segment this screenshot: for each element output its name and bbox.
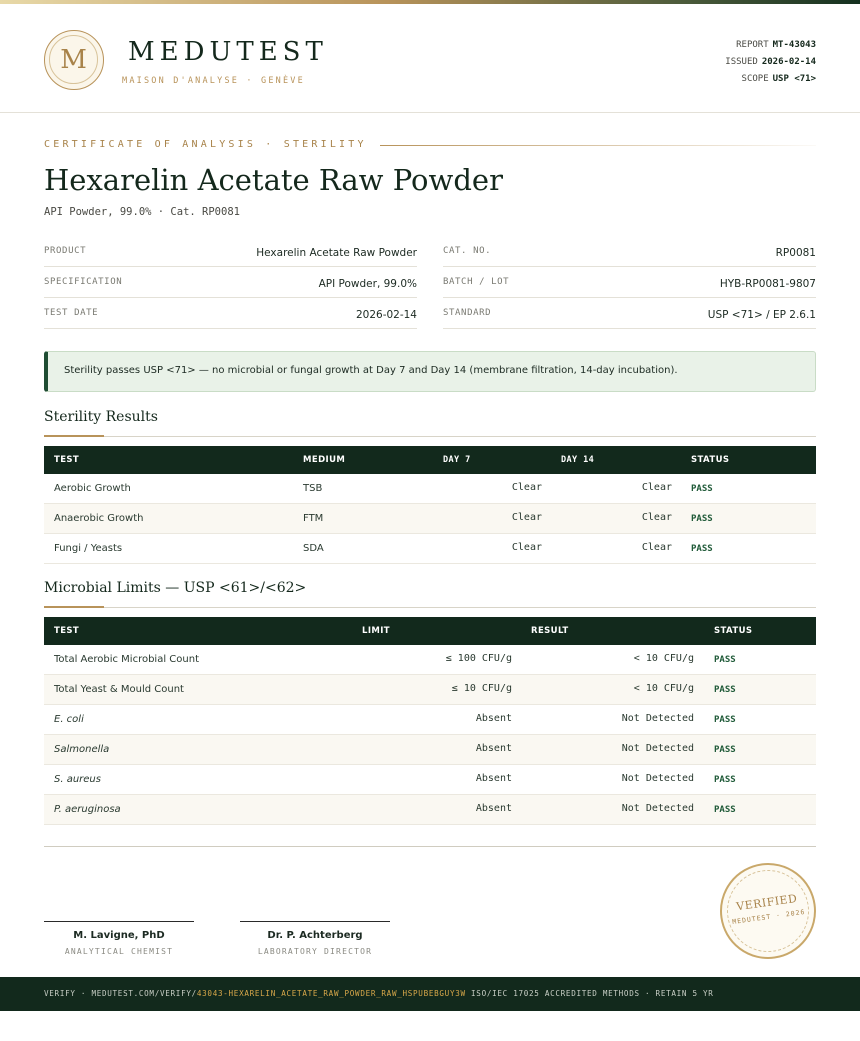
info-key: PRODUCT [44, 246, 87, 256]
info-value: HYB-RP0081-9807 [719, 278, 816, 290]
info-row-specification [44, 267, 417, 298]
col-result: RESULT [531, 626, 569, 636]
cell-day7: Clear [511, 482, 542, 493]
info-row-cat-no [443, 236, 816, 267]
cell-medium: TSB [303, 483, 323, 494]
certificate-eyebrow: CERTIFICATE OF ANALYSIS · STERILITY [44, 139, 367, 150]
cell-day7: Clear [511, 542, 542, 553]
cell-result: Not Detected [621, 803, 694, 814]
col-test: TEST [54, 455, 80, 465]
signatory-role: LABORATORY DIRECTOR [257, 947, 373, 956]
status-badge: PASS [714, 655, 736, 665]
cell-limit: ≤ 100 CFU/g [445, 653, 512, 664]
table-row [44, 645, 816, 675]
status-badge: PASS [691, 544, 713, 554]
footer-verify [44, 989, 714, 998]
report-meta [725, 37, 816, 88]
cell-result: Not Detected [621, 743, 694, 754]
col-medium: MEDIUM [303, 455, 346, 465]
report-number-row [725, 37, 816, 54]
cell-limit: Absent [475, 803, 512, 814]
seal-subtext: MEDUTEST · 2026 [731, 907, 806, 927]
info-value: 2026-02-14 [355, 309, 417, 321]
cell-test: Aerobic Growth [54, 483, 131, 494]
page-subtitle: API Powder, 99.0% · Cat. RP0081 [44, 206, 240, 218]
report-header [0, 4, 860, 113]
signature-divider [44, 846, 816, 847]
cell-test: S. aureus [54, 774, 101, 785]
table-row [44, 735, 816, 765]
info-value: USP <71> / EP 2.6.1 [707, 309, 816, 321]
cell-day14: Clear [641, 482, 672, 493]
eyebrow-divider [380, 145, 816, 146]
microbial-table [44, 617, 816, 825]
footer-prefix: VERIFY · MEDUTEST.COM/VERIFY/ [44, 989, 197, 998]
status-badge: PASS [714, 685, 736, 695]
table-header [44, 446, 816, 474]
sterility-section-title: Sterility Results [44, 409, 158, 425]
footer-bar [0, 977, 860, 1011]
issued-row [725, 54, 816, 71]
logo-letter: M [49, 35, 98, 84]
status-badge: PASS [691, 484, 713, 494]
table-row [44, 705, 816, 735]
info-row-product [44, 236, 417, 267]
signature-line [44, 921, 194, 922]
info-key: STANDARD [443, 308, 492, 318]
info-grid-left [44, 236, 417, 329]
cell-day14: Clear [641, 512, 672, 523]
info-value: Hexarelin Acetate Raw Powder [256, 247, 417, 259]
issued-label: ISSUED [725, 57, 758, 67]
section-rule [44, 436, 816, 437]
table-row [44, 675, 816, 705]
signatory-name: M. Lavigne, PhD [73, 930, 165, 941]
info-value: API Powder, 99.0% [318, 278, 417, 290]
col-day7: DAY 7 [443, 455, 471, 465]
brand-logo [44, 30, 104, 90]
status-badge: PASS [714, 775, 736, 785]
scope-row [725, 71, 816, 88]
scope-value: USP <71> [772, 74, 816, 84]
status-badge: PASS [714, 715, 736, 725]
cell-test: P. aeruginosa [54, 804, 121, 815]
cell-test: E. coli [54, 714, 84, 725]
seal-text: VERIFIED [735, 891, 799, 914]
cell-result: Not Detected [621, 713, 694, 724]
cell-limit: ≤ 10 CFU/g [451, 683, 512, 694]
cell-test: Salmonella [54, 744, 110, 755]
page-title: Hexarelin Acetate Raw Powder [44, 163, 503, 197]
status-badge: PASS [691, 514, 713, 524]
cell-medium: SDA [303, 543, 324, 554]
report-number: MT-43043 [772, 40, 816, 50]
info-row-standard [443, 298, 816, 329]
table-row [44, 474, 816, 504]
status-badge: PASS [714, 745, 736, 755]
table-row [44, 534, 816, 564]
issued-date: 2026-02-14 [761, 57, 816, 67]
report-label: REPORT [736, 40, 769, 50]
footer-suffix: ISO/IEC 17025 ACCREDITED METHODS · RETAIN 5 YR [465, 989, 714, 998]
table-row [44, 504, 816, 534]
cell-test: Total Yeast & Mould Count [54, 684, 184, 695]
cell-result: < 10 CFU/g [633, 683, 694, 694]
section-accent [44, 606, 104, 608]
microbial-section-title: Microbial Limits — USP <61>/<62> [44, 580, 307, 596]
cell-result: Not Detected [621, 773, 694, 784]
verify-link[interactable]: 43043-HEXARELIN_ACETATE_RAW_POWDER_RAW_HSPUBEBGUY3W [196, 989, 466, 998]
info-value: RP0081 [775, 247, 816, 259]
col-day14: DAY 14 [561, 455, 595, 465]
cell-limit: Absent [475, 773, 512, 784]
sterility-table [44, 446, 816, 564]
table-header [44, 617, 816, 645]
cell-limit: Absent [475, 713, 512, 724]
cell-test: Fungi / Yeasts [54, 543, 123, 554]
col-status: STATUS [691, 455, 730, 465]
cell-test: Total Aerobic Microbial Count [54, 654, 199, 665]
info-key: CAT. NO. [443, 246, 492, 256]
col-test: TEST [54, 626, 80, 636]
info-grid-right [443, 236, 816, 329]
info-row-batch [443, 267, 816, 298]
cell-medium: FTM [303, 513, 324, 524]
col-status: STATUS [714, 626, 753, 636]
signature-line [240, 921, 390, 922]
info-key: BATCH / LOT [443, 277, 510, 287]
cell-result: < 10 CFU/g [633, 653, 694, 664]
sterility-pass-notice: Sterility passes USP <71> — no microbial or fungal growth at Day 7 and Day 14 (membrane filtration, 14-day incubation). [44, 351, 816, 392]
signatory-name: Dr. P. Achterberg [267, 930, 363, 941]
info-row-test-date [44, 298, 417, 329]
cell-limit: Absent [475, 743, 512, 754]
verified-seal [714, 857, 822, 965]
signature-block [44, 921, 194, 956]
cell-day7: Clear [511, 512, 542, 523]
cell-day14: Clear [641, 542, 672, 553]
section-rule [44, 607, 816, 608]
info-key: TEST DATE [44, 308, 99, 318]
brand-name: MEDUTEST [128, 37, 328, 67]
table-row [44, 765, 816, 795]
brand-tagline: MAISON D'ANALYSE · GENÈVE [122, 76, 305, 86]
cell-test: Anaerobic Growth [54, 513, 144, 524]
info-key: SPECIFICATION [44, 277, 123, 287]
table-row [44, 795, 816, 825]
signature-block [240, 921, 390, 956]
col-limit: LIMIT [362, 626, 390, 636]
signatory-role: ANALYTICAL CHEMIST [64, 947, 174, 956]
status-badge: PASS [714, 805, 736, 815]
scope-label: SCOPE [741, 74, 769, 84]
section-accent [44, 435, 104, 437]
